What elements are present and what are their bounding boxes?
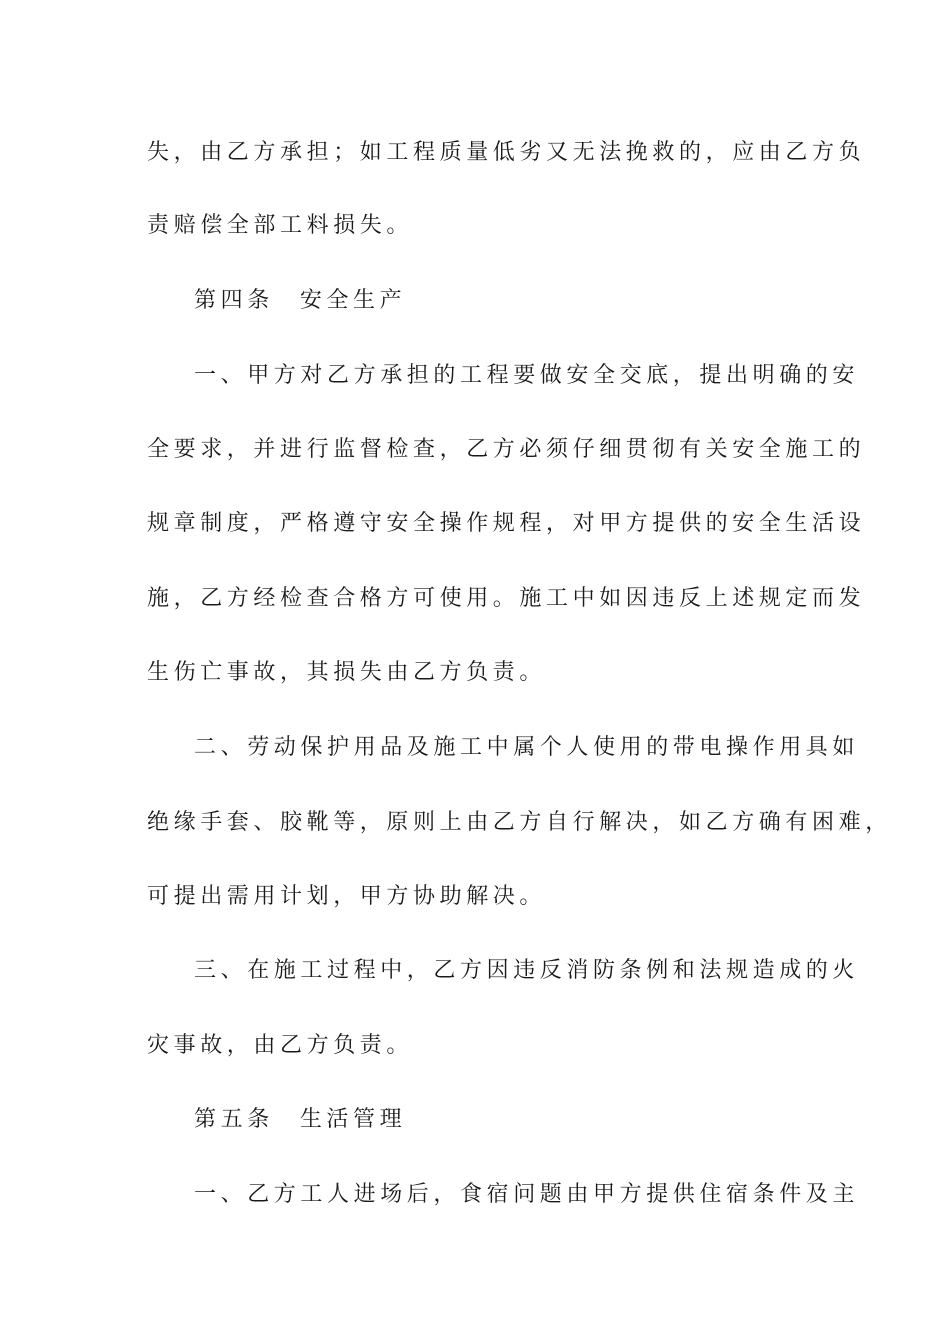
paragraph-line: 二、劳动保护用品及施工中属个人使用的带电操作用具如	[194, 735, 860, 760]
paragraph-line: 失，由乙方承担；如工程质量低劣又无法挽救的，应由乙方负	[147, 140, 866, 165]
paragraph-line: 生伤亡事故，其损失由乙方负责。	[147, 660, 547, 685]
paragraph-line: 施，乙方经检查合格方可使用。施工中如因违反上述规定而发	[147, 586, 866, 611]
paragraph-line: 责赔偿全部工料损失。	[147, 213, 414, 238]
article-number: 第五条	[194, 1107, 274, 1132]
paragraph-line: 一、乙方工人进场后，食宿问题由甲方提供住宿条件及主	[194, 1182, 860, 1207]
article-title: 生活管理	[299, 1107, 407, 1132]
paragraph-line: 三、在施工过程中，乙方因违反消防条例和法规造成的火	[194, 958, 860, 983]
paragraph-line: 灾事故，由乙方负责。	[147, 1033, 414, 1058]
article-number: 第四条	[194, 288, 274, 313]
article-title: 安全生产	[299, 288, 407, 313]
paragraph-line: 绝缘手套、胶靴等，原则上由乙方自行解决，如乙方确有困难，	[147, 810, 892, 835]
paragraph-line: 可提出需用计划，甲方协助解决。	[147, 884, 547, 909]
paragraph-line: 全要求，并进行监督检查，乙方必须仔细贯彻有关安全施工的	[147, 437, 866, 462]
paragraph-line: 一、甲方对乙方承担的工程要做安全交底，提出明确的安	[194, 363, 860, 388]
paragraph-line: 规章制度，严格遵守安全操作规程，对甲方提供的安全生活设	[147, 511, 866, 536]
article-heading	[194, 286, 406, 316]
article-heading	[194, 1105, 406, 1135]
